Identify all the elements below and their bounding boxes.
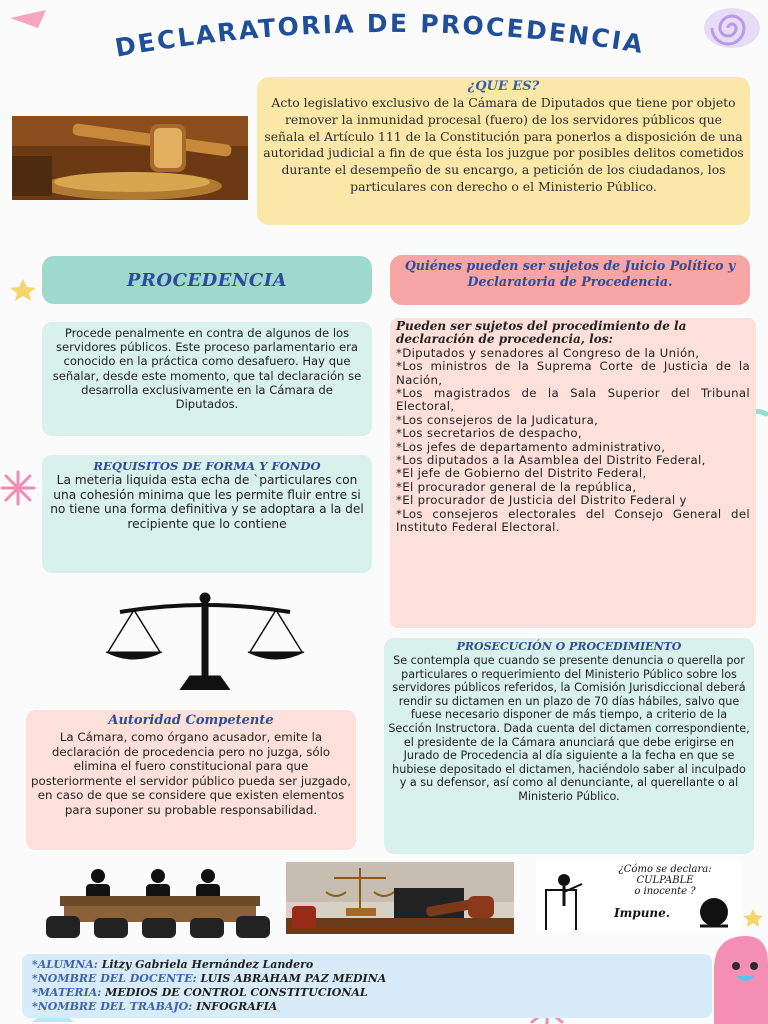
gavel-desk-image (286, 862, 514, 934)
title-text: DECLARATORIA DE PROCEDENCIA (112, 8, 647, 63)
footer-credits (22, 954, 712, 1018)
sujetos-item: *Los jefes de departamento administrativo, (396, 439, 666, 454)
sujetos-item: *Los secretarios de despacho, (396, 426, 582, 441)
sujetos-item: *Los ministros de la Suprema Corte de Justicia de la Nación, (396, 359, 750, 387)
sujetos-item: *Los magistrados de la Sala Superior del Tribunal Electoral, (396, 386, 750, 414)
footer-key: *MATERIA: (32, 986, 102, 999)
autoridad-heading: Autoridad Competente (108, 713, 274, 728)
star-decoration-2 (742, 908, 764, 928)
pink-triangle-decoration (8, 8, 48, 30)
star-decoration (8, 278, 38, 302)
autoridad-box (26, 710, 356, 850)
sujetos-item: *Diputados y senadores al Congreso de la Unión, (396, 345, 700, 360)
requisitos-box (42, 455, 372, 573)
spiral-decoration (700, 4, 764, 52)
gavel-image (12, 116, 248, 200)
ghost-decoration (706, 930, 768, 1024)
procedencia-heading: PROCEDENCIA (42, 256, 372, 304)
footer-value: LUIS ABRAHAM PAZ MEDINA (200, 972, 387, 985)
footer-row (32, 1000, 702, 1014)
footer-row (32, 958, 702, 972)
prosecucion-text: Se contempla que cuando se presente denuncia o querella por particulares o requerimiento del Ministerio Público sobre los servidores públicos referidos, la Comisión Jurisdiccional deberá rendir su dictamen en un plazo de 70 días hábiles, salvo que fuese necesario disponer de más tiempo, a criterio de la Sección Instructora. Dada cuenta del dictamen correspondiente, el presidente de la Cámara anunciará que debe erigirse en Jurado de Procedencia al día siguiente a la fecha en que se hubiese depositado el dictamen, haciéndolo saber al inculpado y a su defensor, así como al denunciante, al querellante o al Ministerio Público. (388, 654, 750, 803)
que-es-text: Acto legislativo exclusivo de la Cámara de Diputados que tiene por objeto remover la inmunidad procesal (fuero) de los servidores públicos que señala el Artículo 111 de la Constitución para ponerlos a disposición de una autoridad judicial a fin de que ésta los juzgue por posibles delitos cometidos durante el desempeño de su encargo, a petición de los ciudadanos, los particulares con derecho o el Ministerio Público. (263, 95, 744, 194)
footer-key: *ALUMNA: (32, 958, 98, 971)
cartoon-line-2: CULPABLE (636, 875, 694, 886)
sujetos-item: *Los consejeros de la Judicatura, (396, 412, 599, 427)
cartoon-line-1: ¿Cómo se declara: (618, 864, 712, 875)
que-es-heading: ¿QUE ES? (467, 79, 540, 94)
cartoon-image (536, 860, 742, 932)
sujetos-item: *El procurador general de la república, (396, 479, 637, 494)
cartoon-impune: Impune. (614, 906, 670, 920)
sujetos-item: *Los consejeros electorales del Consejo General del Instituto Federal Electoral. (396, 506, 750, 535)
footer-value: MEDIOS DE CONTROL CONSTITUCIONAL (105, 986, 368, 999)
quienes-heading: Quiénes pueden ser sujetos de Juicio Político y Declaratoria de Procedencia. (390, 255, 750, 305)
page-title (60, 6, 700, 76)
prosecucion-heading: PROSECUCIÓN O PROCEDIMIENTO (456, 640, 682, 653)
requisitos-text: La meteria liquida esta echa de `particulares con una cohesión minima que les permite fluir entre si no tiene una forma definitiva y se adoptara a la del recipiente que lo contiene (50, 473, 364, 531)
prosecucion-box (384, 638, 754, 854)
svg-text:DECLARATORIA DE PROCEDENCIA (113, 9, 647, 63)
footer-row (32, 986, 702, 1000)
requisitos-heading: REQUISITOS DE FORMA Y FONDO (93, 459, 321, 473)
cartoon-line-3: o inocente ? (634, 886, 696, 897)
sujetos-item: *Los diputados a la Asamblea del Distrito Federal, (396, 453, 706, 468)
procedencia-text: Procede penalmente en contra de algunos de los servidores públicos. Este proceso parlamentario era conocido en la práctica como desafuero. Hay que señalar, desde este momento, que tal declaración se desarrolla exclusivamente en la Cámara de Diputados. (42, 322, 372, 436)
sujetos-item: *El jefe de Gobierno del Distrito Federal, (396, 466, 647, 481)
footer-key: *NOMBRE DEL DOCENTE: (32, 972, 197, 985)
sujetos-box (390, 318, 756, 628)
que-es-box (257, 77, 750, 225)
footer-value: Litzy Gabriela Hernández Landero (101, 958, 314, 971)
sujetos-heading: Pueden ser sujetos del procedimiento de la declaración de procedencia, los: (396, 319, 687, 347)
footer-value: INFOGRAFIA (196, 1000, 278, 1013)
sparkle-decoration (0, 470, 36, 506)
sujetos-item: *El procurador de Justicia del Distrito Federal y (396, 493, 687, 508)
footer-row (32, 972, 702, 986)
autoridad-text: La Cámara, como órgano acusador, emite la declaración de procedencia pero no juzga, sólo elimina el fuero constitucional para que posteriormente el servidor público pueda ser juzgado, en caso de que se considere que existen elementos para suponer su probable responsabilidad. (31, 730, 351, 817)
tribunal-people-image (40, 858, 275, 938)
footer-key: *NOMBRE DEL TRABAJO: (32, 1000, 193, 1013)
balance-scale-icon (100, 590, 310, 690)
